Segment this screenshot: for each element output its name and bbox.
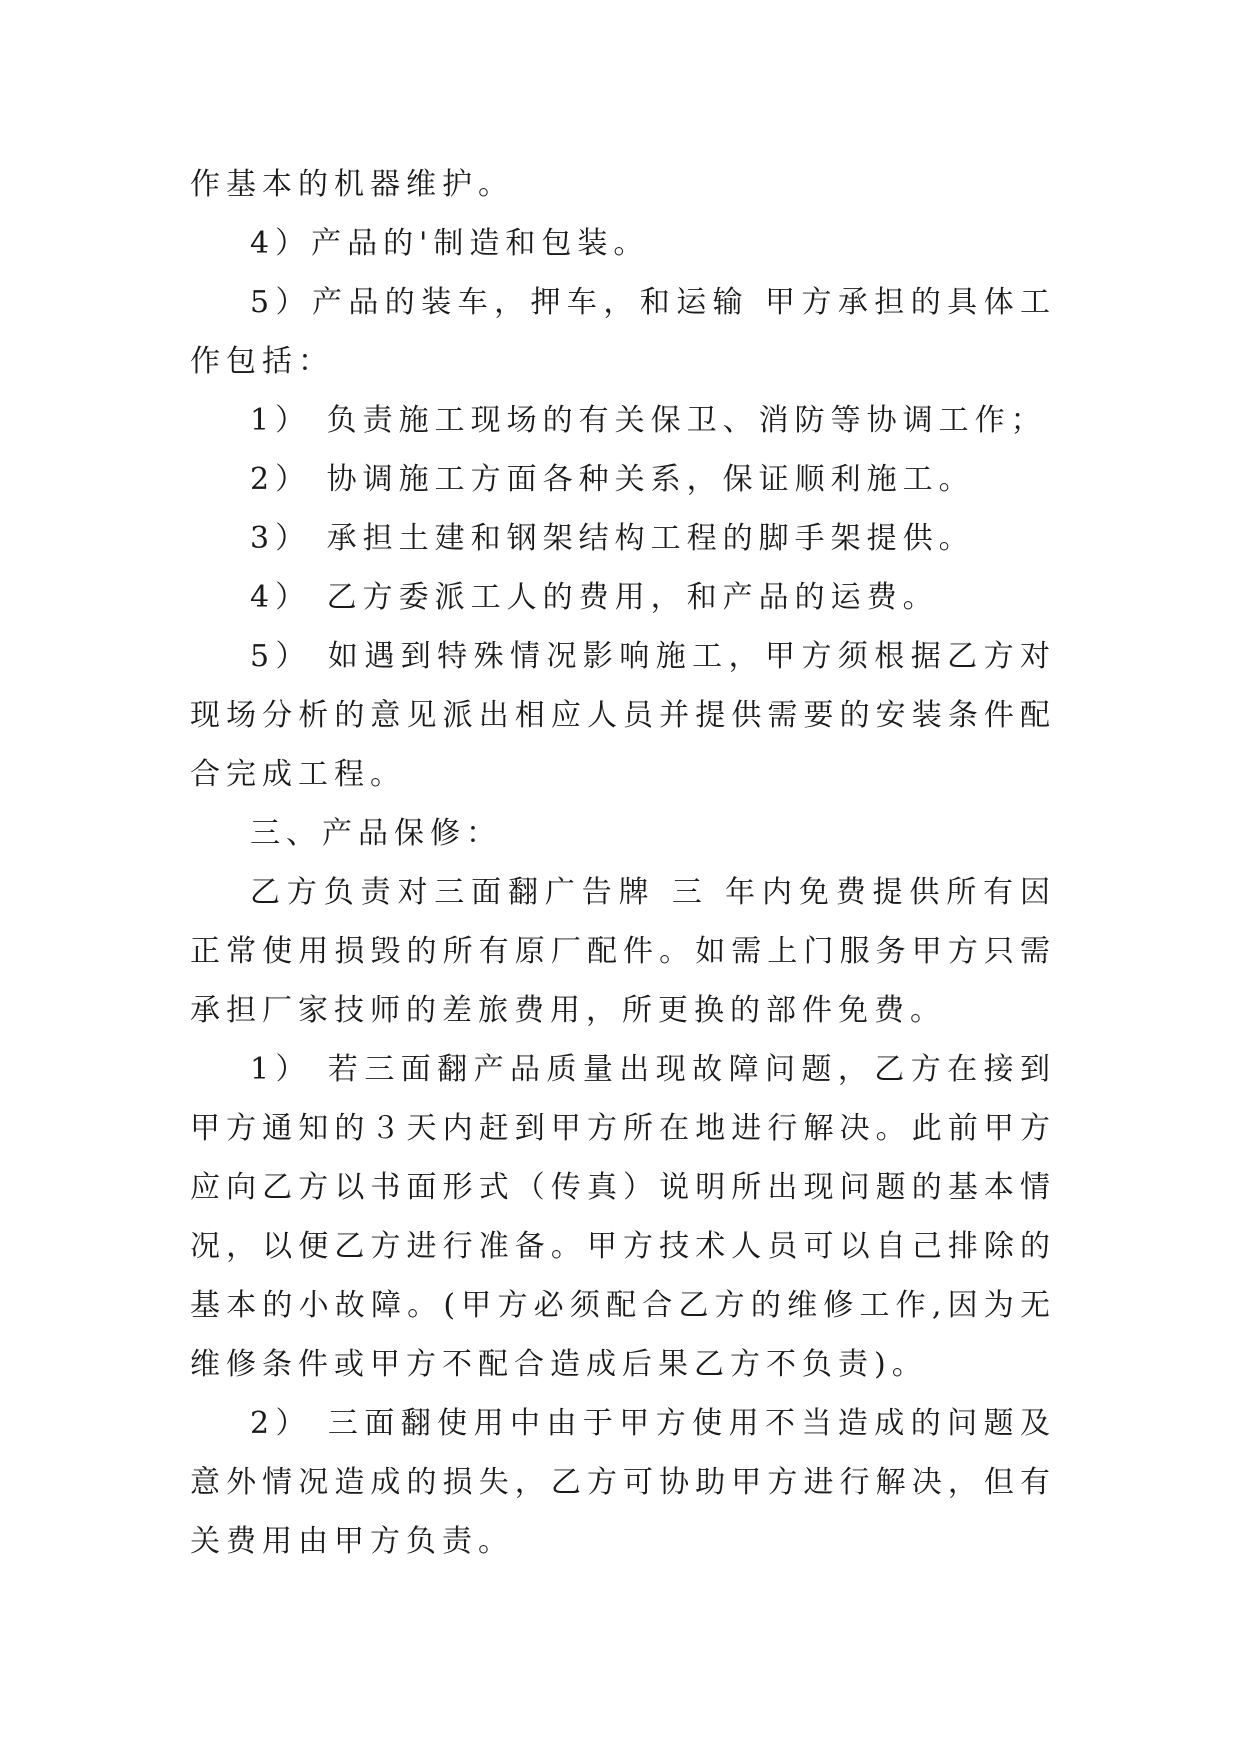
paragraph-duty-3-scaffolding: 3） 承担土建和钢架结构工程的脚手架提供。: [250, 521, 975, 556]
paragraph-item-5-transport: 5）产品的装车，押车，和运输 甲方承担的具体工作包括：: [190, 285, 1056, 379]
paragraph-maintenance-end: 作基本的机器维护。: [190, 167, 514, 202]
paragraph-warranty-terms: 乙方负责对三面翻广告牌 三 年内免费提供所有因正常使用损毁的所有原厂配件。如需上门服务甲方只需承担厂家技师的差旅费用，所更换的部件免费。: [190, 875, 1056, 1028]
document-body: [190, 155, 1056, 1571]
paragraph-duty-5-special-cases: 5） 如遇到特殊情况影响施工，甲方须根据乙方对现场分析的意见派出相应人员并提供需要的安装条件配合完成工程。: [190, 639, 1056, 792]
paragraph-warranty-2-misuse: 2） 三面翻使用中由于甲方使用不当造成的问题及意外情况造成的损失，乙方可协助甲方进行解决，但有关费用由甲方负责。: [190, 1406, 1056, 1559]
section-heading-warranty: 三、产品保修：: [250, 816, 502, 851]
paragraph-duty-2-coordination: 2） 协调施工方面各种关系，保证顺利施工。: [250, 462, 975, 497]
paragraph-duty-1-security: 1） 负责施工现场的有关保卫、消防等协调工作；: [250, 403, 1047, 438]
paragraph-item-4-manufacturing: 4）产品的'制造和包装。: [250, 226, 650, 261]
paragraph-warranty-1-faults: 1） 若三面翻产品质量出现故障问题，乙方在接到甲方通知的３天内赶到甲方所在地进行解决。此前甲方应向乙方以书面形式（传真）说明所出现问题的基本情况，以便乙方进行准备。甲方技术人员可以自己排除的基本的小故障。(甲方必须配合乙方的维修工作,因为无维修条件或甲方不配合造成后果乙方不负责)。: [190, 1052, 1056, 1382]
paragraph-duty-4-costs: 4） 乙方委派工人的费用，和产品的运费。: [250, 580, 939, 615]
